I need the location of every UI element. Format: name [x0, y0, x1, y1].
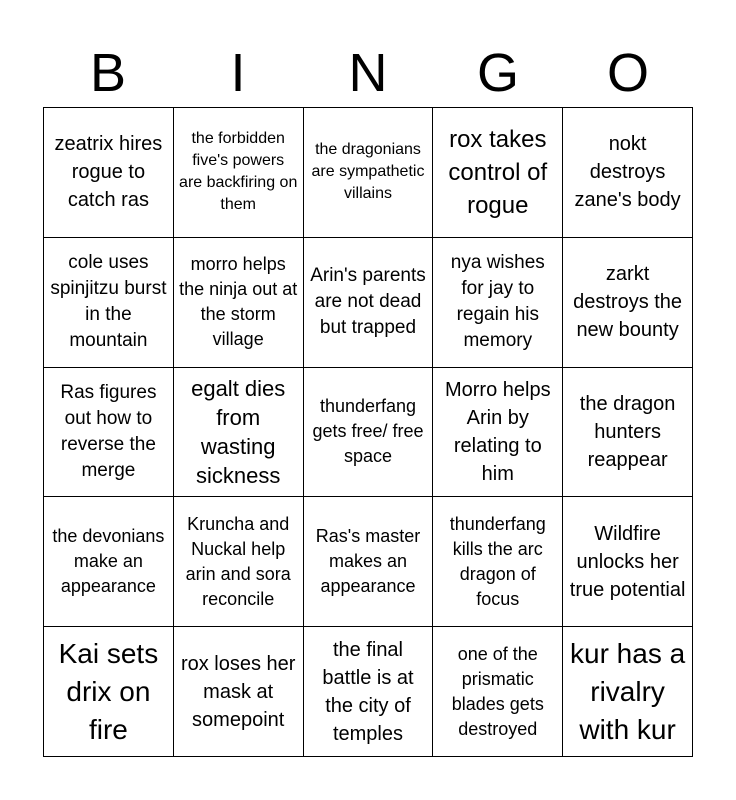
bingo-cell-text: thunderfang gets free/ free space — [312, 396, 424, 467]
bingo-cell[interactable] — [563, 238, 693, 368]
bingo-cell-text: Wildfire unlocks her true potential — [569, 522, 686, 601]
bingo-card-grid — [43, 107, 693, 757]
bingo-cell-text: the dragonians are sympathetic villains — [311, 141, 425, 203]
bingo-cell-text: Ras figures out how to reverse the merge — [60, 381, 157, 481]
bingo-cell-text: rox loses her mask at somepoint — [180, 652, 296, 731]
header-letter-i: I — [230, 43, 246, 103]
bingo-cell-text: rox takes control of rogue — [448, 125, 548, 219]
header-letter-n: N — [348, 43, 388, 103]
bingo-cell[interactable] — [433, 627, 563, 757]
bingo-cell-text: morro helps the ninja out at the storm village — [179, 254, 298, 350]
bingo-cell[interactable] — [174, 497, 304, 627]
bingo-cell[interactable] — [304, 108, 434, 238]
bingo-cell[interactable] — [44, 368, 174, 498]
bingo-cell-text: nya wishes for jay to regain his memory — [450, 252, 545, 352]
bingo-cell-text: zarkt destroys the new bounty — [573, 263, 683, 342]
bingo-cell[interactable] — [433, 368, 563, 498]
bingo-cell-text: Ras's master makes an appearance — [315, 526, 421, 597]
bingo-cell[interactable] — [44, 497, 174, 627]
bingo-cell[interactable] — [433, 497, 563, 627]
bingo-cell[interactable] — [563, 368, 693, 498]
bingo-cell[interactable] — [563, 108, 693, 238]
bingo-cell[interactable] — [174, 627, 304, 757]
bingo-cell[interactable] — [304, 497, 434, 627]
bingo-cell[interactable] — [304, 368, 434, 498]
bingo-cell-text: egalt dies from wasting sickness — [191, 375, 286, 488]
header-letter-b: B — [89, 43, 127, 103]
bingo-cell-text: Kai sets drix on fire — [58, 637, 159, 745]
bingo-cell-text: Arin's parents are not dead but trapped — [310, 265, 426, 339]
bingo-cell[interactable] — [174, 238, 304, 368]
header-letter-g: G — [476, 43, 519, 103]
bingo-cell-text: the dragon hunters reappear — [579, 392, 676, 471]
bingo-cell-text: the devonians make an appearance — [52, 526, 165, 597]
bingo-cell[interactable] — [304, 238, 434, 368]
bingo-header — [43, 40, 693, 106]
bingo-cell[interactable] — [563, 497, 693, 627]
bingo-cell[interactable] — [44, 627, 174, 757]
bingo-cell-text: Kruncha and Nuckal help arin and sora reconcile — [185, 513, 291, 609]
bingo-cell[interactable] — [563, 627, 693, 757]
bingo-cell-text: the forbidden five's powers are backfiring on them — [179, 130, 298, 214]
bingo-cell-text: kur has a rivalry with kur — [570, 637, 686, 745]
bingo-cell[interactable] — [44, 108, 174, 238]
bingo-cell-text: the final battle is at the city of temples — [322, 638, 414, 745]
bingo-cell[interactable] — [174, 108, 304, 238]
bingo-cell[interactable] — [433, 238, 563, 368]
bingo-cell-text: nokt destroys zane's body — [574, 133, 681, 212]
bingo-cell[interactable] — [433, 108, 563, 238]
bingo-cell[interactable] — [174, 368, 304, 498]
bingo-cell[interactable] — [304, 627, 434, 757]
header-letter-o: O — [606, 43, 649, 103]
bingo-cell[interactable] — [44, 238, 174, 368]
bingo-cell-text: zeatrix hires rogue to catch ras — [54, 133, 163, 212]
bingo-cell-text: thunderfang kills the arc dragon of focus — [449, 513, 546, 609]
bingo-cell-text: Morro helps Arin by relating to him — [444, 378, 551, 485]
bingo-cell-text: one of the prismatic blades gets destroyed — [451, 643, 544, 739]
bingo-cell-text: cole uses spinjitzu burst in the mountain — [50, 252, 167, 352]
